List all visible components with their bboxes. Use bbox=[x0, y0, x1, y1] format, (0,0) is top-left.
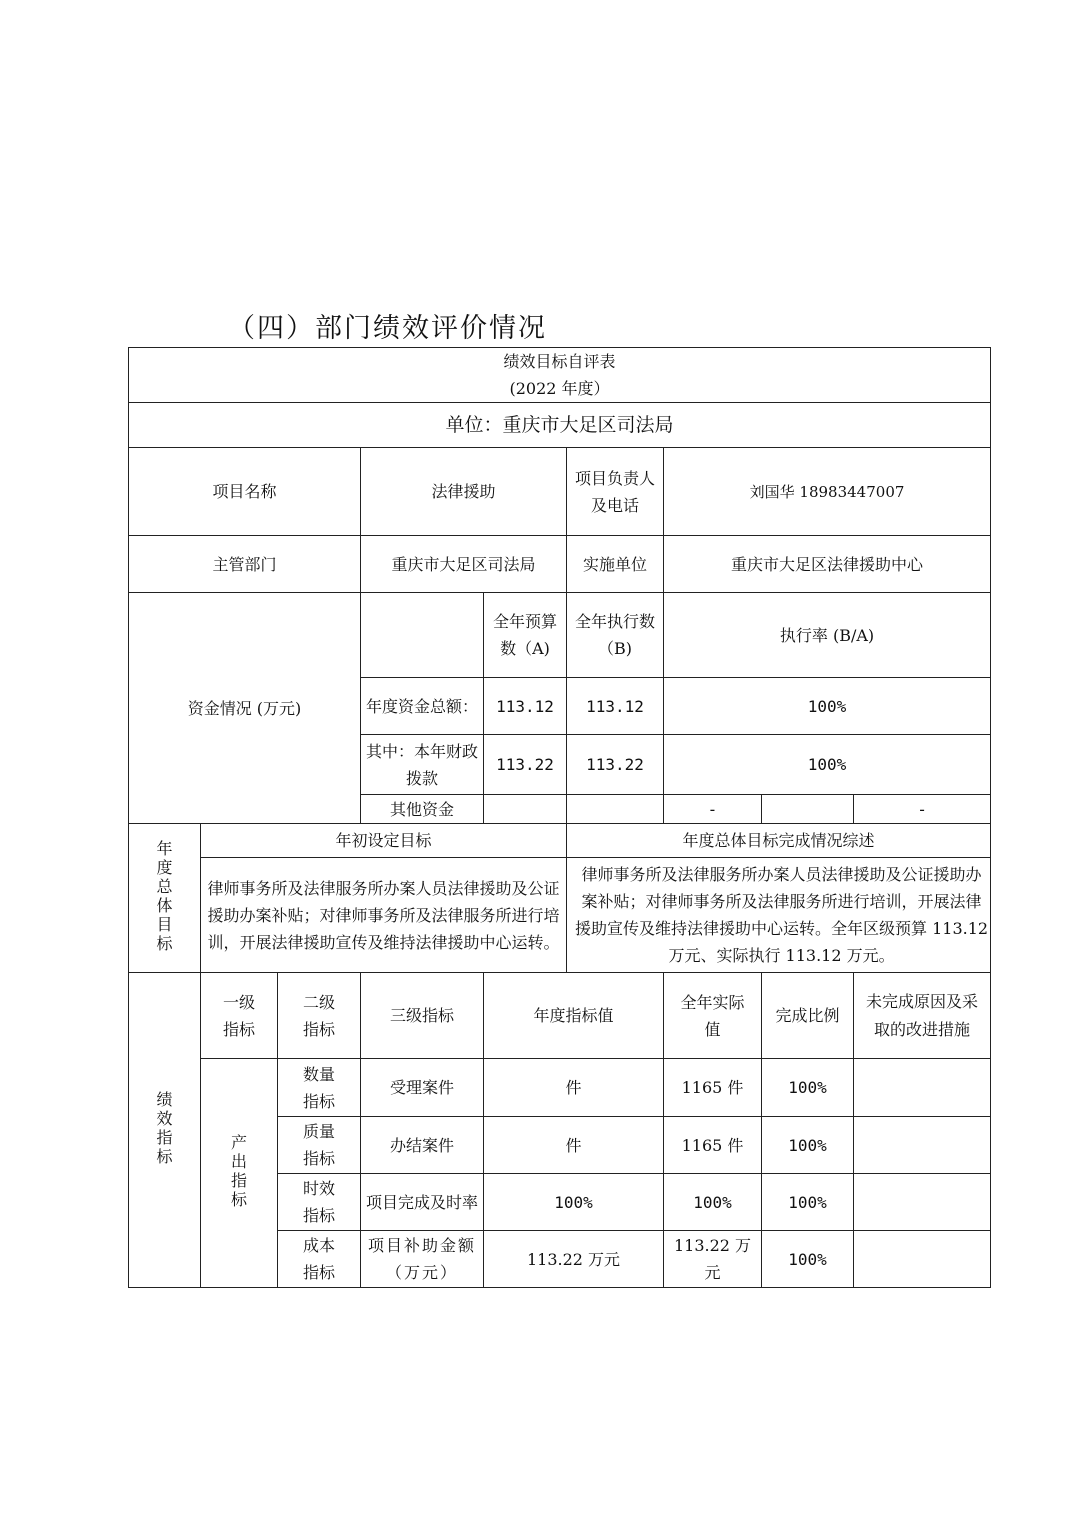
indicator-level2 bbox=[278, 1059, 361, 1117]
indicator-target: 件 bbox=[484, 1059, 664, 1117]
section-heading: （四）部门绩效评价情况 bbox=[228, 313, 547, 344]
indicator-ratio: 100% bbox=[762, 1059, 854, 1117]
header-target: 年度指标值 bbox=[484, 973, 664, 1059]
header-level2-text: 二级指标 bbox=[302, 992, 335, 1039]
funds-row-label: 其中：本年财政拨款 bbox=[361, 735, 484, 795]
header-level2 bbox=[278, 973, 361, 1059]
other-funds-budget bbox=[484, 795, 567, 824]
impl-label: 实施单位 bbox=[567, 536, 664, 593]
indicator-level2 bbox=[278, 1231, 361, 1288]
other-funds-dash-left: - bbox=[664, 795, 762, 824]
header-ratio: 完成比例 bbox=[762, 973, 854, 1059]
indicator-reason bbox=[854, 1174, 991, 1231]
table-title-cell bbox=[129, 348, 991, 403]
indicator-level3-text: 项目完成及时率 bbox=[366, 1192, 479, 1212]
indicator-reason bbox=[854, 1059, 991, 1117]
funds-header-budget: 全年预算数（A) bbox=[484, 593, 567, 678]
funds-header-rate: 执行率 (B/A) bbox=[664, 593, 991, 678]
unit-line: 单位：重庆市大足区司法局 bbox=[129, 403, 991, 448]
funds-header-row bbox=[129, 593, 991, 678]
funds-label: 资金情况 (万元) bbox=[129, 593, 361, 824]
indicator-target: 100% bbox=[484, 1174, 664, 1231]
funds-row-budget: 113.12 bbox=[484, 678, 567, 735]
project-name-label: 项目名称 bbox=[129, 448, 361, 536]
header-actual-text: 全年实际值 bbox=[680, 992, 745, 1039]
funds-row-rate: 100% bbox=[664, 735, 991, 795]
owner-label: 项目负责人及电话 bbox=[567, 448, 664, 536]
goal-summary-text: 律师事务所及法律服务所办案人员法律援助及公证援助办案补贴；对律师事务所及法律服务所进行培训，开展法律援助宣传及维持法律援助中心运转。全年区级预算 113.12 万元、实际执行 113.12 万元。 bbox=[567, 858, 991, 973]
indicator-level2-text: 成本指标 bbox=[302, 1236, 335, 1282]
table-title: 绩效目标自评表 bbox=[503, 352, 616, 371]
project-row bbox=[129, 448, 991, 536]
funds-row-budget: 113.22 bbox=[484, 735, 567, 795]
header-actual bbox=[664, 973, 762, 1059]
indicator-level3: 办结案件 bbox=[361, 1117, 484, 1174]
funds-row-executed: 113.12 bbox=[567, 678, 664, 735]
department-row bbox=[129, 536, 991, 593]
goal-summary-header: 年度总体目标完成情况综述 bbox=[567, 824, 991, 858]
table-year: (2022 年度） bbox=[509, 379, 610, 398]
indicator-level3-text: 项目补助金额（万元） bbox=[367, 1236, 476, 1282]
level1-output-label bbox=[201, 1059, 278, 1288]
dept-label: 主管部门 bbox=[129, 536, 361, 593]
annual-goal-row bbox=[129, 858, 991, 973]
impl-value: 重庆市大足区法律援助中心 bbox=[664, 536, 991, 593]
indicator-target: 件 bbox=[484, 1117, 664, 1174]
other-funds-label: 其他资金 bbox=[361, 795, 484, 824]
indicator-level3: 受理案件 bbox=[361, 1059, 484, 1117]
indicator-level2 bbox=[278, 1174, 361, 1231]
funds-row-rate: 100% bbox=[664, 678, 991, 735]
other-funds-dash-right: - bbox=[854, 795, 991, 824]
funds-header-blank bbox=[361, 593, 484, 678]
other-funds-blank bbox=[762, 795, 854, 824]
annual-goal-side-label bbox=[129, 824, 201, 973]
indicators-side-text: 绩效指标 bbox=[156, 1090, 173, 1166]
funds-row-label: 年度资金总额： bbox=[361, 678, 484, 735]
indicator-level2-text: 数量指标 bbox=[302, 1064, 335, 1111]
unit-row bbox=[129, 403, 991, 448]
dept-value: 重庆市大足区司法局 bbox=[361, 536, 567, 593]
indicator-level3 bbox=[361, 1231, 484, 1288]
initial-goal-text: 律师事务所及法律服务所办案人员法律援助及公证援助办案补贴；对律师事务所及法律服务所进行培训，开展法律援助宣传及维持法律援助中心运转。 bbox=[201, 858, 567, 973]
indicator-row bbox=[129, 1059, 991, 1117]
funds-row-executed: 113.22 bbox=[567, 735, 664, 795]
level1-output-text: 产出指标 bbox=[230, 1133, 247, 1209]
initial-goal-header: 年初设定目标 bbox=[201, 824, 567, 858]
indicator-level2-text: 质量指标 bbox=[302, 1122, 335, 1168]
performance-self-evaluation-table bbox=[128, 347, 991, 1288]
indicator-reason bbox=[854, 1231, 991, 1288]
indicator-actual: 1165 件 bbox=[664, 1059, 762, 1117]
header-level1 bbox=[201, 973, 278, 1059]
indicator-level2 bbox=[278, 1117, 361, 1174]
indicator-ratio: 100% bbox=[762, 1117, 854, 1174]
indicator-ratio: 100% bbox=[762, 1231, 854, 1288]
indicator-actual: 100% bbox=[664, 1174, 762, 1231]
funds-header-executed: 全年执行数（B) bbox=[567, 593, 664, 678]
indicator-reason bbox=[854, 1117, 991, 1174]
indicator-actual-text: 113.22 万元 bbox=[673, 1236, 752, 1282]
indicators-side-label bbox=[129, 973, 201, 1288]
header-reason-text: 未完成原因及采取的改进措施 bbox=[866, 991, 979, 1039]
indicator-level2-text: 时效指标 bbox=[302, 1179, 335, 1225]
annual-goal-side-text: 年度总体目标 bbox=[156, 839, 173, 953]
project-name: 法律援助 bbox=[361, 448, 567, 536]
header-reason bbox=[854, 973, 991, 1059]
annual-goal-header-row bbox=[129, 824, 991, 858]
indicator-level3 bbox=[361, 1174, 484, 1231]
indicator-target: 113.22 万元 bbox=[484, 1231, 664, 1288]
indicator-actual: 1165 件 bbox=[664, 1117, 762, 1174]
other-funds-executed bbox=[567, 795, 664, 824]
owner-text: 刘国华 18983447007 bbox=[749, 482, 905, 501]
owner-value bbox=[664, 448, 991, 536]
header-level1-text: 一级指标 bbox=[222, 992, 255, 1039]
indicator-ratio: 100% bbox=[762, 1174, 854, 1231]
indicator-header-row bbox=[129, 973, 991, 1059]
header-level3: 三级指标 bbox=[361, 973, 484, 1059]
indicator-actual bbox=[664, 1231, 762, 1288]
title-row bbox=[129, 348, 991, 403]
